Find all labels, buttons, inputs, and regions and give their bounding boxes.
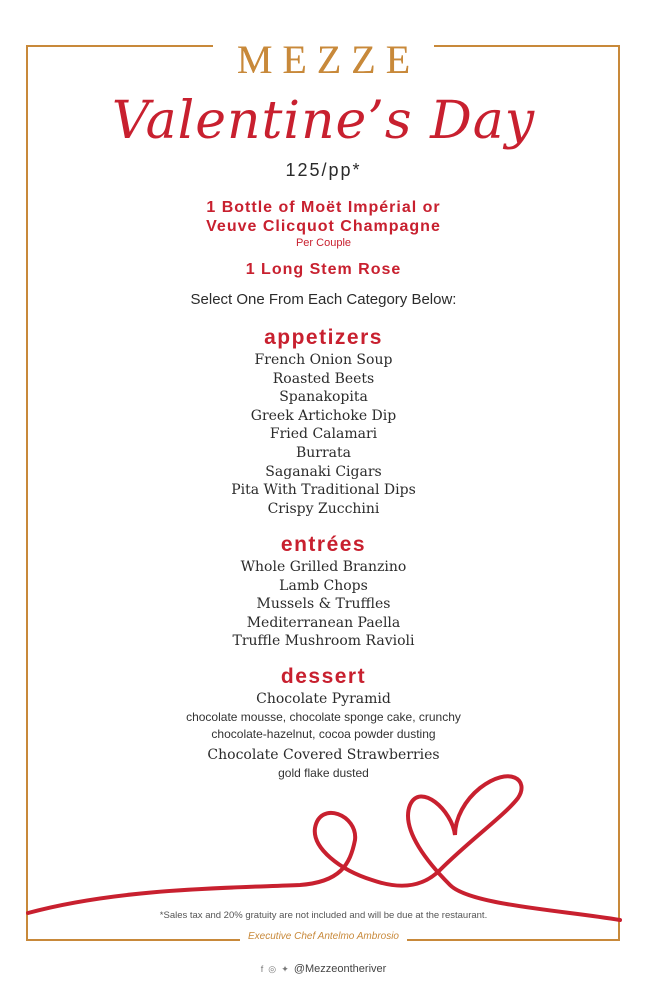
dessert-item-description: chocolate-hazelnut, cocoa powder dusting: [211, 727, 436, 741]
list-item: Spanakopita: [279, 389, 368, 406]
entrees-section: [0, 532, 647, 651]
list-item: Crispy Zucchini: [267, 500, 380, 517]
price-per-person: 125/pp*: [285, 160, 362, 180]
list-item: Whole Grilled Branzino: [240, 559, 407, 575]
twitter-icon[interactable]: ✦: [281, 964, 289, 974]
list-item: Fried Calamari: [269, 426, 378, 443]
menu-title: Valentine’s Day: [111, 91, 536, 151]
dessert-heading: dessert: [280, 665, 367, 688]
selection-instruction: Select One From Each Category Below:: [190, 291, 457, 308]
champagne-line-2: Veuve Clicquot Champagne: [206, 218, 441, 235]
dessert-section: [0, 664, 647, 782]
instagram-icon[interactable]: ◎: [268, 964, 277, 974]
dessert-item-name: Chocolate Pyramid: [256, 691, 391, 707]
social-handle[interactable]: @Mezzeontheriver: [293, 963, 387, 975]
tax-gratuity-note: *Sales tax and 20% gratuity are not included and will be due at the restaurant.: [159, 910, 488, 921]
list-item: Saganaki Cigars: [265, 463, 382, 480]
list-item: Roasted Beets: [272, 370, 375, 387]
social-footer: [0, 963, 647, 975]
dessert-item-description: chocolate mousse, chocolate sponge cake, crunchy: [186, 710, 461, 724]
dessert-item-description: gold flake dusted: [278, 766, 369, 780]
list-item: Mussels & Truffles: [256, 596, 391, 613]
list-item: Greek Artichoke Dip: [250, 407, 397, 424]
facebook-icon[interactable]: f: [260, 964, 264, 974]
list-item: Truffle Mushroom Ravioli: [232, 633, 415, 650]
appetizers-section: [0, 325, 647, 518]
appetizers-heading: appetizers: [264, 326, 383, 349]
entrees-heading: entrées: [280, 533, 367, 556]
list-item: Burrata: [295, 444, 351, 461]
restaurant-logo: MEZZE: [0, 38, 647, 82]
per-couple-note: Per Couple: [295, 237, 352, 249]
champagne-line-1: 1 Bottle of Moët Impérial or: [206, 199, 441, 216]
list-item: French Onion Soup: [254, 352, 393, 368]
dessert-item-name: Chocolate Covered Strawberries: [207, 747, 440, 763]
list-item: Mediterranean Paella: [246, 614, 401, 631]
list-item: Lamb Chops: [279, 577, 368, 594]
rose-line: 1 Long Stem Rose: [245, 261, 402, 278]
list-item: Pita With Traditional Dips: [231, 482, 416, 499]
chef-credit: Executive Chef Antelmo Ambrosio: [0, 931, 647, 942]
